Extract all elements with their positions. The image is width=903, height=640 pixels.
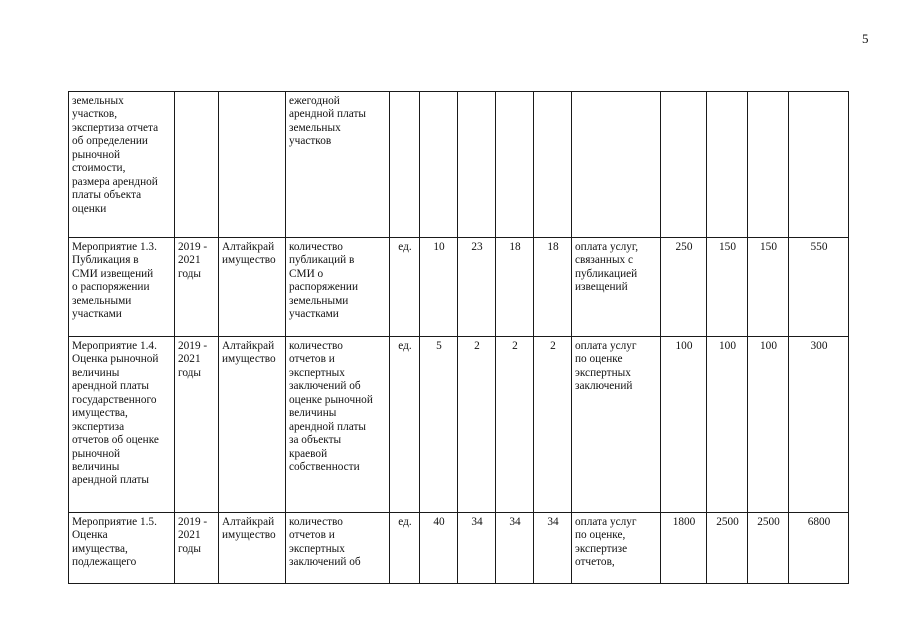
measure-cell: земельных участков, экспертиза отчета об определении рыночной стоимости, размера арендной платы объекта оценки [69,92,175,238]
indicator-cell: количество отчетов и экспертных заключений об [286,513,390,584]
funding-2019-cell: 1800 [661,513,707,584]
unit-cell: ед. [390,337,420,513]
executor-cell [219,92,286,238]
activity-cell: оплата услуг по оценке экспертных заключений [572,337,661,513]
indicator-cell: количество отчетов и экспертных заключений об оценке рыночной величины арендной платы за объекты краевой собственности [286,337,390,513]
measure-cell: Мероприятие 1.3. Публикация в СМИ извещений о распоряжении земельными участками [69,238,175,337]
value-2019-cell: 2 [458,337,496,513]
measure-cell: Мероприятие 1.4. Оценка рыночной величины арендной платы государственного имущества, экспертиза отчетов об оценке рыночной величины арендной платы [69,337,175,513]
table-row [69,238,849,337]
value-2020-cell: 2 [496,337,534,513]
value-2020-cell: 18 [496,238,534,337]
value-2019-cell [458,92,496,238]
activity-cell: оплата услуг, связанных с публикацией извещений [572,238,661,337]
period-cell: 2019 - 2021 годы [175,238,219,337]
value-2020-cell: 34 [496,513,534,584]
executor-cell: Алтайкрай имущество [219,238,286,337]
funding-2021-cell [748,92,789,238]
funding-2019-cell [661,92,707,238]
value-2018-cell [420,92,458,238]
value-2021-cell [534,92,572,238]
value-2019-cell: 23 [458,238,496,337]
period-cell: 2019 - 2021 годы [175,513,219,584]
period-cell [175,92,219,238]
funding-total-cell: 6800 [789,513,849,584]
funding-2021-cell: 150 [748,238,789,337]
funding-2019-cell: 250 [661,238,707,337]
indicator-cell: ежегодной арендной платы земельных участков [286,92,390,238]
value-2019-cell: 34 [458,513,496,584]
unit-cell: ед. [390,238,420,337]
funding-total-cell: 550 [789,238,849,337]
table-row [69,92,849,238]
funding-2021-cell: 100 [748,337,789,513]
unit-cell: ед. [390,513,420,584]
value-2021-cell: 34 [534,513,572,584]
funding-2020-cell: 100 [707,337,748,513]
activity-cell [572,92,661,238]
activity-cell: оплата услуг по оценке, экспертизе отчетов, [572,513,661,584]
funding-total-cell: 300 [789,337,849,513]
page-number: 5 [862,31,869,46]
funding-2020-cell: 150 [707,238,748,337]
value-2018-cell: 5 [420,337,458,513]
indicator-cell: количество публикаций в СМИ о распоряжении земельными участками [286,238,390,337]
funding-2020-cell: 2500 [707,513,748,584]
executor-cell: Алтайкрай имущество [219,337,286,513]
value-2020-cell [496,92,534,238]
measure-cell: Мероприятие 1.5. Оценка имущества, подлежащего [69,513,175,584]
funding-2021-cell: 2500 [748,513,789,584]
executor-cell: Алтайкрай имущество [219,513,286,584]
value-2021-cell: 2 [534,337,572,513]
funding-2019-cell: 100 [661,337,707,513]
funding-2020-cell [707,92,748,238]
value-2021-cell: 18 [534,238,572,337]
period-cell: 2019 - 2021 годы [175,337,219,513]
table-row [69,337,849,513]
unit-cell [390,92,420,238]
table-row [69,513,849,584]
program-measures-table [68,91,849,584]
funding-total-cell [789,92,849,238]
value-2018-cell: 40 [420,513,458,584]
value-2018-cell: 10 [420,238,458,337]
